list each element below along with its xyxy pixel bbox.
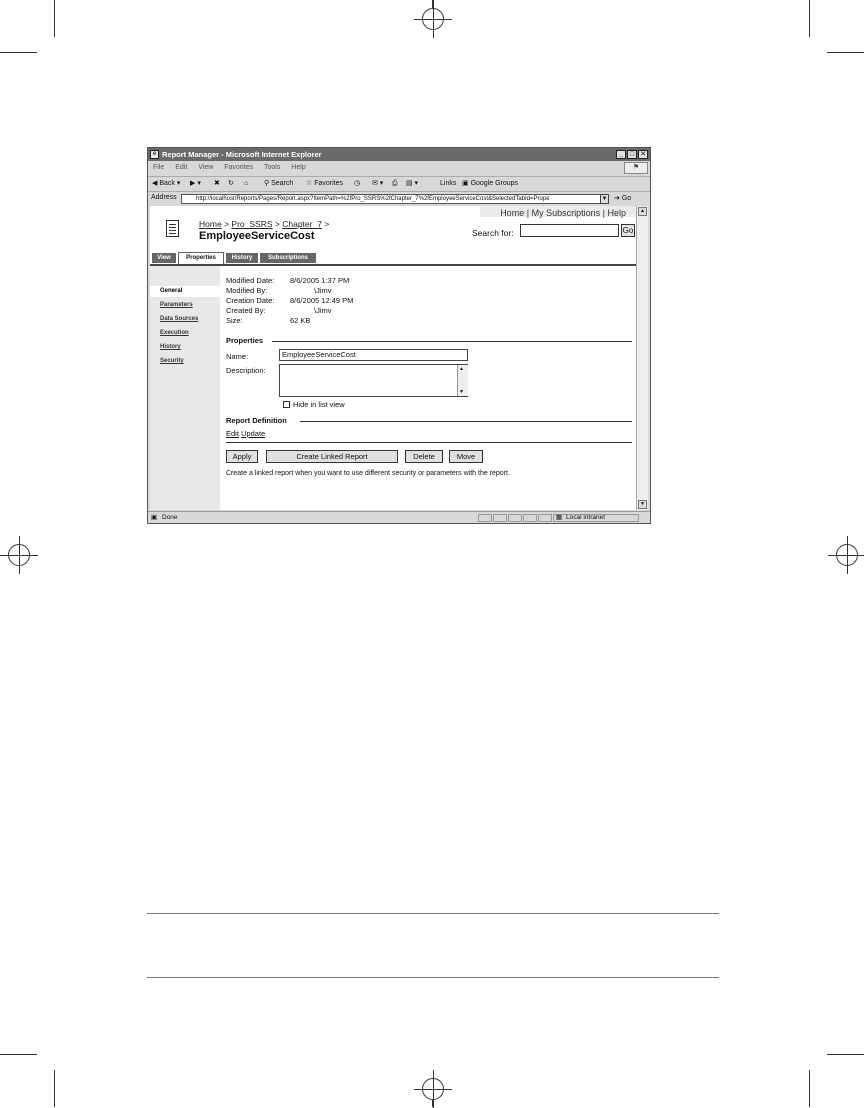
modified-by-value: \Jimv — [314, 286, 332, 295]
address-go-button[interactable] — [614, 193, 631, 205]
address-dropdown-icon[interactable]: ▼ — [601, 196, 608, 202]
page-title: EmployeeServiceCost — [199, 230, 315, 242]
tab-history[interactable]: History — [226, 253, 258, 263]
crop-mark — [827, 1054, 864, 1055]
forward-button[interactable]: ▶ ▾ — [190, 180, 201, 187]
move-button[interactable]: Move — [449, 450, 483, 463]
description-scrollbar[interactable] — [457, 365, 468, 396]
hide-in-list-label: Hide in list view — [293, 400, 345, 409]
menu-view[interactable]: View — [198, 164, 214, 171]
mail-icon[interactable]: ✉ ▾ — [372, 180, 384, 187]
crop-mark — [0, 1054, 37, 1055]
address-go-label: Go — [621, 195, 632, 202]
name-input[interactable]: EmployeeServiceCost — [279, 349, 468, 361]
toolbar — [148, 176, 650, 192]
nav-parameters[interactable]: Parameters — [160, 302, 193, 308]
breadcrumb-separator: > — [324, 219, 330, 229]
top-links — [500, 208, 626, 218]
status-cell — [478, 514, 492, 522]
search-go-button[interactable]: Go — [622, 226, 634, 235]
search-label: Search for: — [472, 228, 514, 238]
linked-report-note: Create a linked report when you want to use different security or parameters with the report. — [226, 470, 510, 477]
created-by-value: \Jimv — [314, 306, 332, 315]
edit-icon[interactable]: ▤ ▾ — [406, 180, 419, 187]
nav-general[interactable]: General — [150, 286, 220, 297]
page-icon: ▣ — [462, 180, 469, 187]
go-arrow-icon: ➔ — [614, 195, 620, 202]
my-subscriptions-link[interactable]: My Subscriptions — [531, 208, 601, 218]
nav-security[interactable]: Security — [160, 358, 184, 364]
page-content — [150, 206, 636, 510]
status-cell — [523, 514, 537, 522]
status-cell — [508, 514, 522, 522]
crop-mark — [54, 1070, 55, 1107]
links-label: Links — [440, 180, 457, 187]
address-input[interactable]: http://localhost/Reports/Pages/Report.aspx?ItemPath=%2fPro_SSRS%2fChapter_7%2fEmployeeServiceCost&SelectedTabId=Prope — [181, 194, 609, 204]
apply-button[interactable]: Apply — [226, 450, 258, 463]
modified-by-label: Modified By: — [226, 286, 268, 295]
section-divider — [272, 341, 632, 342]
breadcrumb-separator: > — [274, 219, 280, 229]
search-label: Search — [271, 180, 294, 187]
size-value: 62 KB — [290, 316, 311, 325]
creation-date-value: 8/6/2005 12:49 PM — [290, 296, 354, 305]
menu-bar — [148, 162, 650, 174]
search-input[interactable] — [520, 224, 619, 237]
history-icon[interactable]: ◷ — [354, 180, 361, 187]
title-bar — [148, 148, 650, 161]
registration-mark — [8, 544, 30, 566]
star-icon: ☆ — [306, 180, 313, 187]
back-button[interactable]: ◀ Back ▾ — [152, 180, 181, 187]
breadcrumb-pro-ssrs[interactable]: Pro_SSRS — [231, 219, 273, 229]
tab-divider — [150, 264, 636, 266]
search-icon: ⚲ — [264, 180, 270, 187]
page-rule — [147, 977, 719, 978]
minimize-button[interactable]: _ — [616, 150, 626, 159]
left-nav — [150, 266, 220, 510]
tab-properties[interactable]: Properties — [178, 252, 224, 264]
description-label: Description: — [226, 366, 266, 375]
page-rule — [147, 913, 719, 914]
zone-text: Local intranet — [566, 514, 606, 521]
nav-execution[interactable]: Execution — [160, 330, 189, 336]
refresh-icon[interactable]: ↻ — [228, 180, 234, 187]
tab-subscriptions[interactable]: Subscriptions — [260, 253, 316, 263]
breadcrumb-chapter-7[interactable]: Chapter_7 — [282, 219, 322, 229]
back-arrow-icon: ◀ — [152, 180, 158, 187]
help-link[interactable]: Help — [607, 208, 626, 218]
search-button[interactable] — [264, 177, 293, 191]
browser-window — [147, 147, 651, 524]
forward-arrow-icon: ▶ — [190, 180, 196, 187]
edit-link[interactable]: Edit — [226, 429, 239, 438]
report-icon — [166, 220, 179, 237]
google-groups-link[interactable] — [462, 177, 518, 191]
report-definition-heading: Report Definition — [226, 416, 287, 425]
status-text: Done — [162, 514, 178, 521]
page-done-icon: ▣ — [151, 514, 158, 521]
modified-date-value: 8/6/2005 1:37 PM — [290, 276, 350, 285]
scroll-up-icon[interactable]: ▲ — [638, 207, 647, 216]
home-icon[interactable]: ⌂ — [244, 180, 249, 187]
status-cell — [493, 514, 507, 522]
address-label: Address — [151, 194, 177, 201]
crop-mark — [54, 0, 55, 37]
scroll-down-icon[interactable]: ▼ — [638, 500, 647, 509]
delete-button[interactable]: Delete — [405, 450, 443, 463]
favorites-label: Favorites — [314, 180, 344, 187]
back-label: Back — [159, 180, 175, 187]
status-bar — [148, 511, 650, 524]
registration-mark — [422, 1078, 444, 1100]
scroll-up-icon[interactable]: ▲ — [459, 366, 464, 372]
status-cell — [538, 514, 552, 522]
crop-mark — [0, 52, 37, 53]
menu-tools[interactable]: Tools — [264, 164, 281, 171]
section-divider — [300, 421, 632, 422]
page-scrollbar[interactable] — [636, 206, 648, 510]
tab-view[interactable]: View — [152, 253, 176, 263]
menu-help[interactable]: Help — [291, 164, 306, 171]
print-icon[interactable]: ⎙ — [392, 180, 398, 187]
creation-date-label: Creation Date: — [226, 296, 275, 305]
window-title: Report Manager - Microsoft Internet Explorer — [162, 150, 322, 159]
breadcrumb-home[interactable]: Home — [199, 219, 222, 229]
name-label: Name: — [226, 352, 249, 361]
properties-heading: Properties — [226, 336, 264, 345]
update-link[interactable]: Update — [241, 429, 266, 438]
intranet-icon: ▦ — [556, 514, 563, 521]
menu-favorites[interactable]: Favorites — [224, 164, 254, 171]
ie-page-icon: e — [150, 150, 159, 159]
definition-links — [226, 429, 265, 438]
scroll-down-icon[interactable]: ▼ — [459, 389, 464, 395]
home-link[interactable]: Home — [500, 208, 525, 218]
nav-data-sources[interactable]: Data Sources — [160, 316, 199, 322]
create-linked-report-button[interactable]: Create Linked Report — [266, 450, 398, 463]
maximize-button[interactable]: □ — [627, 150, 637, 159]
crop-mark — [809, 0, 810, 37]
breadcrumb-separator: > — [224, 219, 230, 229]
section-divider — [226, 442, 632, 443]
menu-edit[interactable]: Edit — [175, 164, 188, 171]
separator: | — [602, 208, 605, 218]
size-label: Size: — [226, 316, 243, 325]
close-button[interactable]: ✕ — [638, 150, 648, 159]
stop-icon[interactable]: ✖ — [214, 180, 220, 187]
separator: | — [526, 208, 530, 218]
hide-in-list-checkbox[interactable] — [283, 401, 290, 408]
created-by-label: Created By: — [226, 306, 266, 315]
registration-mark — [836, 544, 858, 566]
registration-mark — [422, 8, 444, 30]
google-groups-label: Google Groups — [470, 180, 519, 187]
modified-date-label: Modified Date: — [226, 276, 275, 285]
description-textarea[interactable] — [279, 364, 468, 397]
menu-file[interactable]: File — [153, 164, 165, 171]
nav-history[interactable]: History — [160, 344, 181, 350]
crop-mark — [809, 1070, 810, 1107]
windows-logo-icon: ⚑ — [624, 162, 648, 174]
breadcrumb — [199, 219, 329, 229]
favorites-button[interactable] — [306, 177, 343, 191]
crop-mark — [827, 52, 864, 53]
